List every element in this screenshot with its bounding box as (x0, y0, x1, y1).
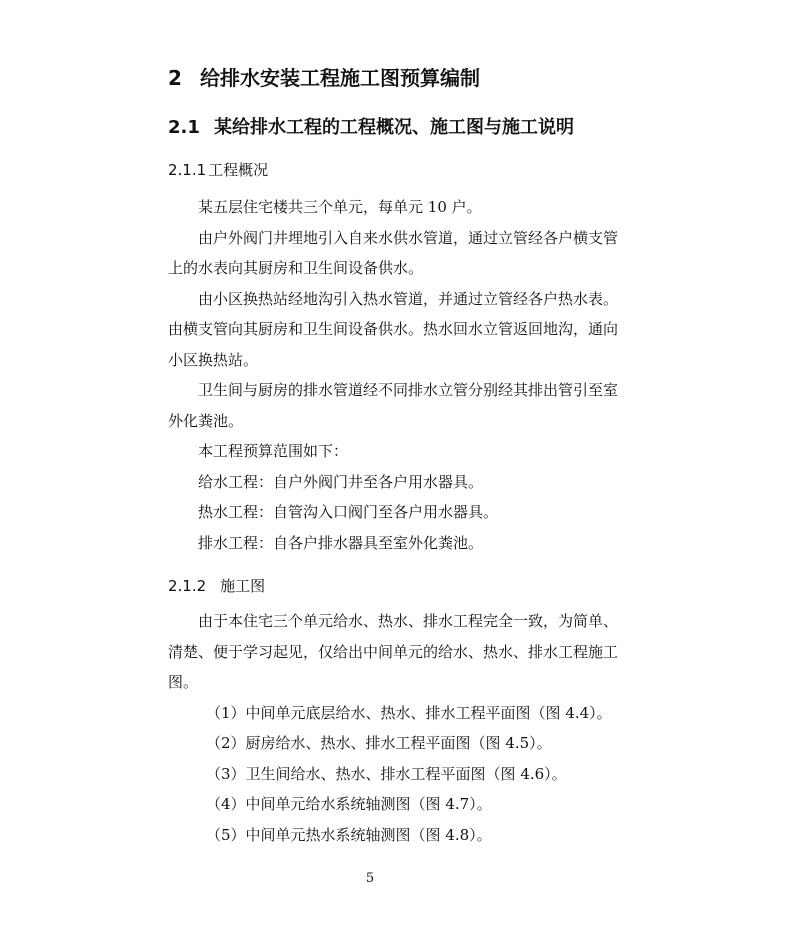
chapter-heading (168, 64, 480, 92)
list-item: （5）中间单元热水系统轴测图（图 4.8）。 (206, 825, 492, 844)
paragraph: 某五层住宅楼共三个单元，每单元 10 户。 (198, 198, 482, 216)
drawings-body (168, 606, 618, 850)
subsection-title: 工程概况 (208, 161, 269, 179)
overview-body (168, 192, 618, 558)
section-number: 2.1 (168, 117, 200, 138)
chapter-number: 2 (168, 66, 182, 90)
subsection-number: 2.1.2 (168, 577, 207, 595)
paragraph: 卫生间与厨房的排水管道经不同排水立管分别经其排出管引至室外化粪池。 (168, 381, 619, 430)
page-number: 5 (365, 871, 375, 886)
paragraph: 由户外阀门井埋地引入自来水供水管道，通过立管经各户横支管上的水表向其厨房和卫生间设备供水。 (168, 228, 619, 277)
list-item: （3）卫生间给水、热水、排水工程平面图（图 4.6）。 (206, 764, 567, 783)
list-item: （4）中间单元给水系统轴测图（图 4.7）。 (206, 795, 492, 813)
paragraph: 由小区换热站经地沟引入热水管道，并通过立管经各户热水表。由横支管向其厨房和卫生间设备供水。热水回水立管返回地沟，通向小区换热站。 (168, 289, 619, 369)
chapter-title: 给排水安装工程施工图预算编制 (200, 66, 480, 90)
subsection-heading-drawings (168, 575, 265, 597)
list-item: （1）中间单元底层给水、热水、排水工程平面图（图 4.4）。 (206, 703, 612, 722)
paragraph: 由于本住宅三个单元给水、热水、排水工程完全一致，为简单、清楚、便于学习起见，仅给出中间单元的给水、热水、排水工程施工图。 (168, 612, 619, 691)
subsection-title: 施工图 (220, 577, 266, 595)
paragraph: 热水工程：自管沟入口阀门至各户用水器具。 (198, 503, 499, 521)
subsection-heading-overview (168, 159, 268, 181)
paragraph: 排水工程：自各户排水器具至室外化粪池。 (198, 533, 484, 552)
subsection-number: 2.1.1 (168, 161, 207, 179)
section-title: 某给排水工程的工程概况、施工图与施工说明 (214, 117, 574, 138)
paragraph: 本工程预算范围如下： (198, 442, 349, 460)
list-item: （2）厨房给水、热水、排水工程平面图（图 4.5）。 (206, 734, 552, 752)
paragraph: 给水工程：自户外阀门井至各户用水器具。 (198, 472, 484, 491)
section-heading (168, 115, 574, 141)
